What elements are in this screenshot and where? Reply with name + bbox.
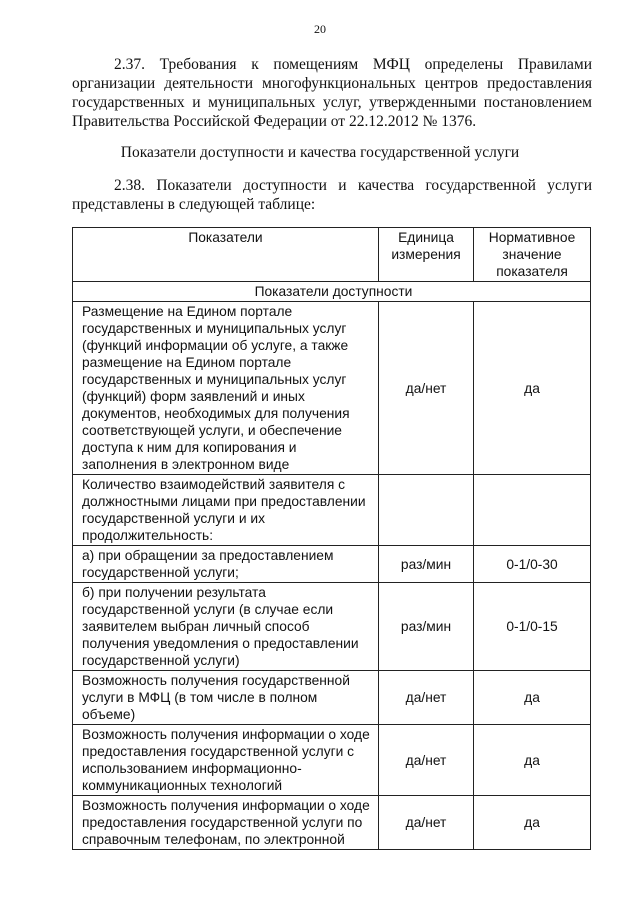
value-cell: да	[474, 302, 591, 475]
table-row	[73, 302, 591, 475]
table-row	[73, 583, 591, 671]
indicator-cell: Размещение на Едином портале государственных и муниципальных услуг (функций информации об услуге, а также размещение на Едином портале государственных и муниципальных услуг (функций) форм заявлений и иных документов, необходимых для получения соответствующей услуги, и обеспечение доступа к ним для копирования и заполнения в электронном виде	[73, 302, 379, 475]
unit-cell: да/нет	[378, 725, 473, 796]
indicator-cell: Возможность получения информации о ходе предоставления государственной услуги по справочным телефонам, по электронной	[73, 796, 379, 850]
header-unit: Единица измерения	[378, 228, 473, 282]
value-cell: да	[474, 725, 591, 796]
table-row	[73, 546, 591, 583]
unit-cell: раз/мин	[378, 583, 473, 671]
paragraph-line: организации деятельности многофункциональных центров предоставления	[72, 75, 592, 92]
unit-cell	[378, 475, 473, 546]
value-cell: да	[474, 671, 591, 725]
value-cell: 0-1/0-30	[474, 546, 591, 583]
indicator-cell: а) при обращении за предоставлением государственной услуги;	[73, 546, 379, 583]
indicator-cell: Количество взаимодействий заявителя с должностными лицами при предоставлении государственной услуги и их продолжительность:	[73, 475, 379, 546]
table-row	[73, 671, 591, 725]
header-normative-value: Нормативное значение показателя	[474, 228, 591, 282]
unit-cell: да/нет	[378, 796, 473, 850]
value-cell: 0-1/0-15	[474, 583, 591, 671]
indicator-cell: б) при получении результата государственной услуги (в случае если заявителем выбран личный способ получения уведомления о предоставлении государственной услуги)	[73, 583, 379, 671]
page-number: 20	[314, 22, 326, 36]
paragraph-2-38	[72, 176, 592, 214]
unit-cell: да/нет	[378, 302, 473, 475]
value-cell: да	[474, 796, 591, 850]
unit-cell: да/нет	[378, 671, 473, 725]
indicators-table	[72, 227, 591, 850]
table-header-row	[73, 228, 591, 282]
table-section-row	[73, 282, 591, 302]
header-indicators: Показатели	[73, 228, 379, 282]
indicator-cell: Возможность получения информации о ходе предоставления государственной услуги с использованием информационно-коммуникационных технологий	[73, 725, 379, 796]
paragraph-line: представлены в следующей таблице:	[72, 196, 316, 213]
section-title: Показатели доступности	[73, 282, 591, 302]
indicator-cell: Возможность получения государственной услуги в МФЦ (в том числе в полном объеме)	[73, 671, 379, 725]
table-row	[73, 725, 591, 796]
table-row	[73, 796, 591, 850]
unit-cell: раз/мин	[378, 546, 473, 583]
section-heading: Показатели доступности и качества государственной услуги	[120, 144, 520, 161]
table-row	[73, 475, 591, 546]
value-cell	[474, 475, 591, 546]
paragraph-line: государственных и муниципальных услуг, утвержденными постановлением	[72, 94, 592, 111]
paragraph-line: Правительства Российской Федерации от 22.12.2012 № 1376.	[72, 113, 477, 130]
paragraph-line: 2.37. Требования к помещениям МФЦ определены Правилами	[114, 56, 592, 73]
paragraph-2-37	[72, 55, 592, 131]
paragraph-line: 2.38. Показатели доступности и качества государственной услуги	[114, 177, 592, 194]
